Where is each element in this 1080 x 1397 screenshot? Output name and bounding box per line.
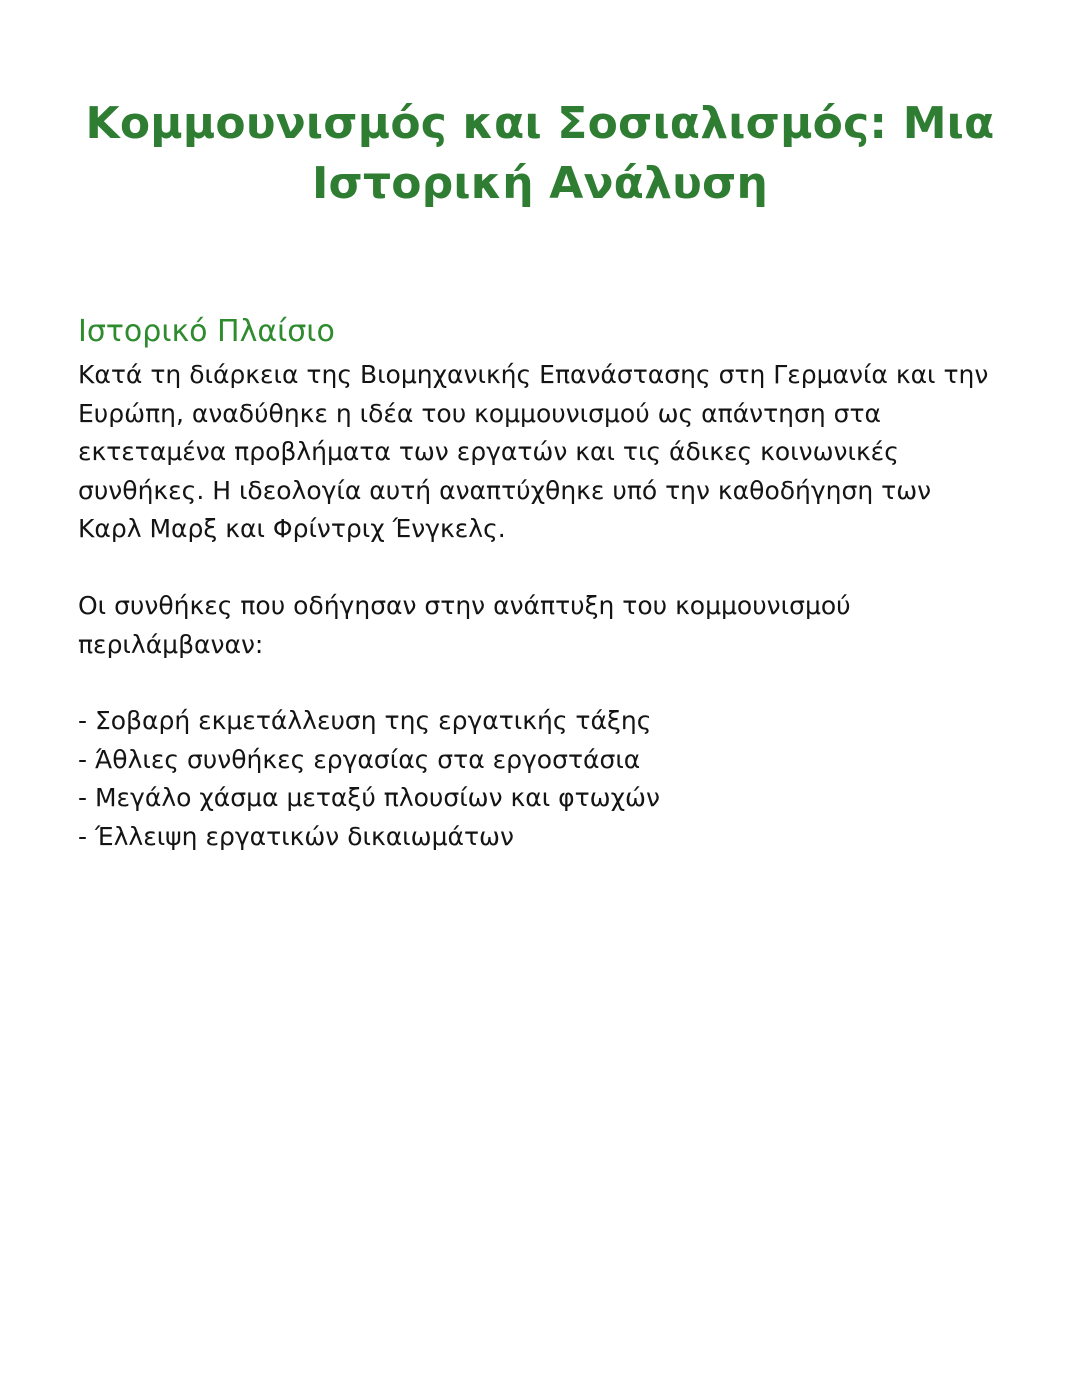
list-item: - Έλλειψη εργατικών δικαιωμάτων [78,821,514,851]
list-item: - Άθλιες συνθήκες εργασίας στα εργοστάσια [78,744,641,774]
document-title: Κομμουνισμός και Σοσιαλισμός: Μια Ιστορική Ανάλυση [85,98,995,209]
conditions-paragraph: Οι συνθήκες που οδήγησαν στην ανάπτυξη του κομμουνισμού περιλάμβαναν: [78,590,851,659]
intro-paragraph: Κατά τη διάρκεια της Βιομηχανικής Επανάστασης στη Γερμανία και την Ευρώπη, αναδύθηκε η ιδέα του κομμουνισμού ως απάντηση στα εκτεταμένα προβλήματα των εργατών και τις άδικες κοινωνικές συνθήκες. Η ιδεολογία αυτή αναπτύχθηκε υπό την καθοδήγηση των Καρλ Μαρξ και Φρίντριχ Ένγκελς. [78,360,989,544]
conditions-list [78,702,1002,856]
list-item: - Μεγάλο χάσμα μεταξύ πλουσίων και φτωχών [78,783,660,813]
section-heading: Ιστορικό Πλαίσιο [78,314,335,349]
list-item: - Σοβαρή εκμετάλλευση της εργατικής τάξης [78,706,652,736]
